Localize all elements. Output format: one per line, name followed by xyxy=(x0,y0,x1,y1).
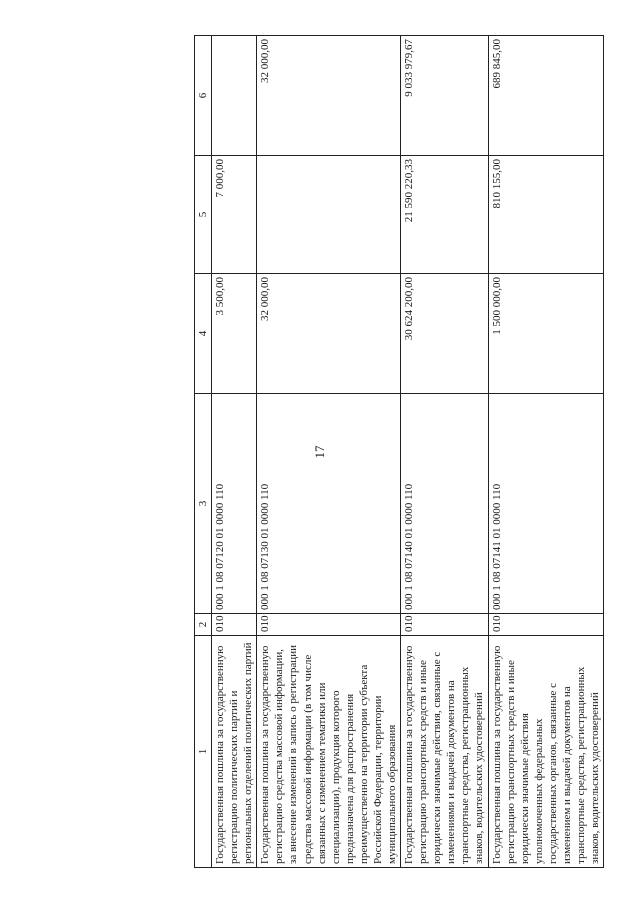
row-col6-value: 689 845,00 xyxy=(488,35,604,155)
row-budget-code: 000 1 08 07141 01 0000 110 xyxy=(488,393,604,613)
row-name: Государственная пошлина за государственную регистрацию средства массовой информации, за внесение изменений в запись о регистрации средства массовой информации (в том числе связанных с изменением тематики или специализации), продукция которого предназначена для распространения преимущественно на территории субъекта Российской Федерации, территории муниципального образования xyxy=(257,635,401,867)
header-col-4: 4 xyxy=(195,273,212,393)
row-admin-code: 010 xyxy=(401,613,488,635)
row-admin-code: 010 xyxy=(257,613,401,635)
row-name: Государственная пошлина за государственную регистрацию транспортных средств и иные юридически значимые действия, связанные с изменениями и выдачей документов на транспортные средства, регистрационных знаков, водительских удостоверений xyxy=(401,635,488,867)
header-col-3: 3 xyxy=(195,393,212,613)
row-admin-code: 010 xyxy=(488,613,604,635)
row-budget-code: 000 1 08 07140 01 0000 110 xyxy=(401,393,488,613)
table-row xyxy=(401,35,488,867)
row-admin-code: 010 xyxy=(212,613,257,635)
table-row xyxy=(488,35,604,867)
row-col5-value: 810 155,00 xyxy=(488,155,604,273)
row-name: Государственная пошлина за государственную регистрацию транспортных средств и иные юридически значимые действия уполномоченных федеральных государственных органов, связанные с изменением и выдачей документов на транспортные средства, регистрационных знаков, водительских удостоверений xyxy=(488,635,604,867)
page-number: 17 xyxy=(312,445,327,459)
header-col-2: 2 xyxy=(195,613,212,635)
header-col-6: 6 xyxy=(195,35,212,155)
header-col-1: 1 xyxy=(195,635,212,867)
row-col5-value: 7 000,00 xyxy=(212,155,257,273)
revenue-table xyxy=(194,35,604,868)
row-col6-value xyxy=(212,35,257,155)
row-budget-code: 000 1 08 07130 01 0000 110 xyxy=(257,393,401,613)
header-col-5: 5 xyxy=(195,155,212,273)
row-col4-value: 32 000,00 xyxy=(257,273,401,393)
row-col5-value xyxy=(257,155,401,273)
row-name: Государственная пошлина за государственную регистрацию политических партий и региональных отделений политических партий xyxy=(212,635,257,867)
row-col4-value: 30 624 200,00 xyxy=(401,273,488,393)
header-row xyxy=(195,35,212,867)
row-col4-value: 1 500 000,00 xyxy=(488,273,604,393)
document-table-container xyxy=(194,36,602,868)
row-col6-value: 9 033 979,67 xyxy=(401,35,488,155)
row-col4-value: 3 500,00 xyxy=(212,273,257,393)
row-col5-value: 21 590 220,33 xyxy=(401,155,488,273)
row-col6-value: 32 000,00 xyxy=(257,35,401,155)
table-row xyxy=(212,35,257,867)
row-budget-code: 000 1 08 07120 01 0000 110 xyxy=(212,393,257,613)
table-row xyxy=(257,35,401,867)
